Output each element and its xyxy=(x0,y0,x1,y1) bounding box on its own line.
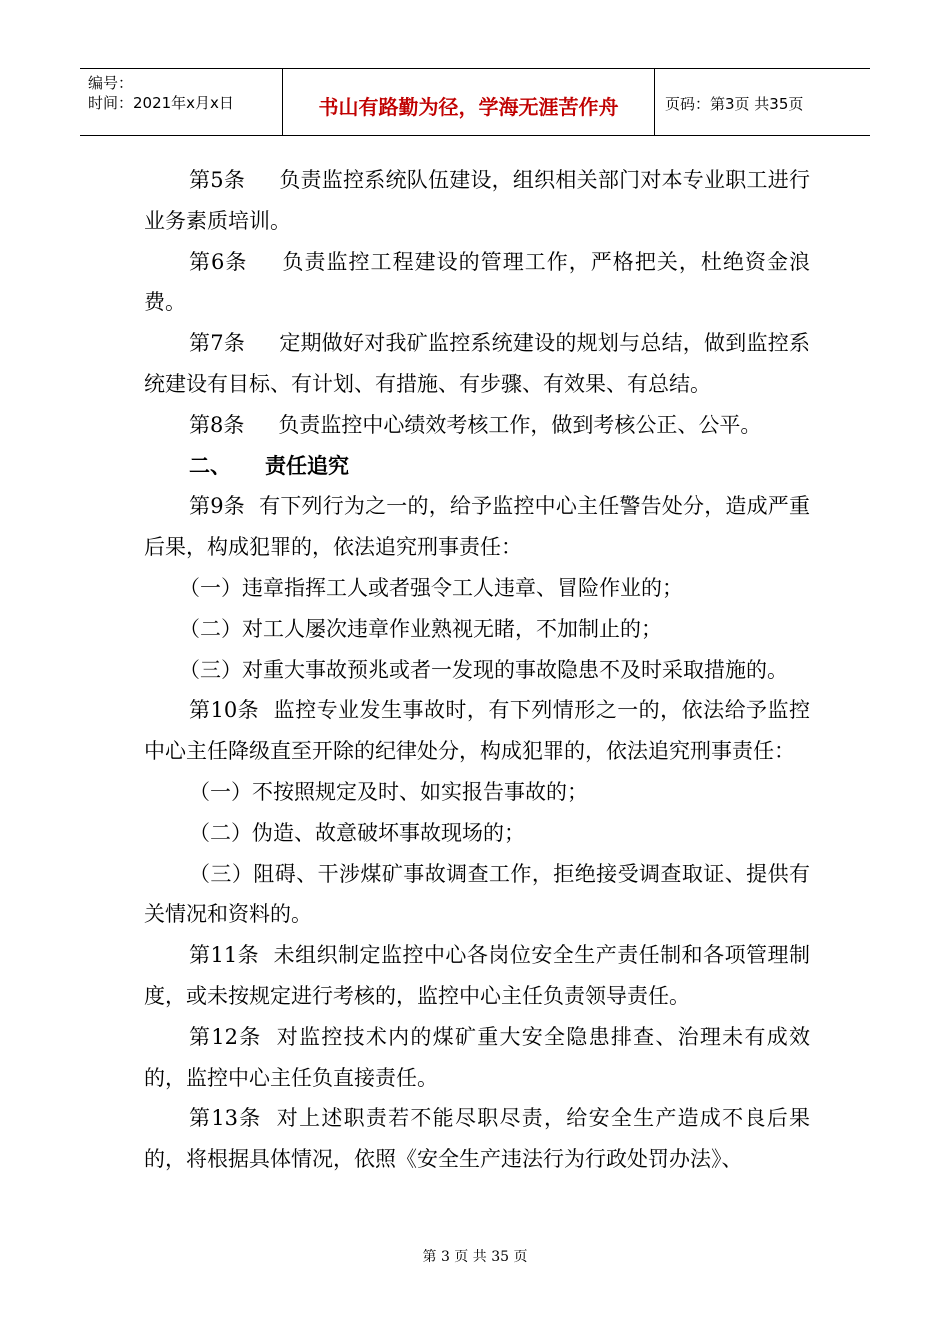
article-9 xyxy=(144,486,810,568)
article-text: 对监控技术内的煤矿重大安全隐患排查、治理未有成效的，监控中心主任负直接责任。 xyxy=(144,1024,810,1090)
header-motto: 书山有路勤为径，学海无涯苦作舟 xyxy=(283,69,655,135)
article-5 xyxy=(144,160,810,242)
article-number: 第13条 xyxy=(189,1106,262,1131)
article-text: 负责监控系统队伍建设，组织相关部门对本专业职工进行业务素质培训。 xyxy=(144,168,810,233)
section-number: 二、 xyxy=(189,453,231,478)
article-text: 定期做好对我矿监控系统建设的规划与总结，做到监控系统建设有目标、有计划、有措施、有步骤、有效果、有总结。 xyxy=(144,331,810,396)
article-number: 第12条 xyxy=(189,1024,262,1049)
article-text: 监控专业发生事故时，有下列情形之一的，依法给予监控中心主任降级直至开除的纪律处分，构成犯罪的，依法追究刑事责任： xyxy=(144,698,810,764)
article-10-item-2: （二）伪造、故意破坏事故现场的； xyxy=(189,820,525,845)
article-text: 未组织制定监控中心各岗位安全生产责任制和各项管理制度，或未按规定进行考核的，监控中心主任负责领导责任。 xyxy=(144,943,810,1008)
article-10 xyxy=(144,690,810,772)
article-number: 第5条 xyxy=(189,168,246,192)
header-page-info: 页码：第3页 共35页 xyxy=(665,94,804,113)
article-9-item-2: （二）对工人屡次违章作业熟视无睹，不加制止的； xyxy=(179,616,662,641)
document-time-label: 时间：2021年x月x日 xyxy=(88,94,234,112)
article-7 xyxy=(144,323,810,405)
article-10-item-1: （一）不按照规定及时、如实报告事故的； xyxy=(189,779,588,804)
article-6 xyxy=(144,242,810,324)
article-number: 第11条 xyxy=(189,943,260,968)
article-number: 第10条 xyxy=(189,698,260,723)
article-text: 负责监控工程建设的管理工作，严格把关，杜绝资金浪费。 xyxy=(144,249,810,315)
article-8 xyxy=(144,405,810,446)
article-number: 第9条 xyxy=(189,494,245,519)
document-header xyxy=(80,68,870,136)
page-footer: 第 3 页 共 35 页 xyxy=(422,1249,528,1265)
article-9-item-3: （三）对重大事故预兆或者一发现的事故隐患不及时采取措施的。 xyxy=(179,657,788,682)
document-number-label: 编号： xyxy=(88,74,134,92)
article-13 xyxy=(144,1098,810,1180)
article-11 xyxy=(144,935,810,1017)
article-number: 第7条 xyxy=(189,331,246,356)
header-meta-cell xyxy=(80,69,283,135)
section-heading xyxy=(144,446,810,487)
article-12 xyxy=(144,1017,810,1099)
article-number: 第8条 xyxy=(189,412,245,437)
article-text: 有下列行为之一的，给予监控中心主任警告处分，造成严重后果，构成犯罪的，依法追究刑事责任： xyxy=(144,494,810,560)
article-text: 对上述职责若不能尽职尽责，给安全生产造成不良后果的，将根据具体情况，依照《安全生产违法行为行政处罚办法》、 xyxy=(144,1106,810,1172)
article-text: 负责监控中心绩效考核工作，做到考核公正、公平。 xyxy=(278,412,762,437)
article-9-item-1: （一）违章指挥工人或者强令工人违章、冒险作业的； xyxy=(179,575,683,600)
article-10-item-3: （三）阻碍、干涉煤矿事故调查工作，拒绝接受调查取证、提供有关情况和资料的。 xyxy=(144,861,810,927)
section-title: 责任追究 xyxy=(265,453,349,478)
article-number: 第6条 xyxy=(189,249,248,274)
document-body xyxy=(144,160,810,1180)
